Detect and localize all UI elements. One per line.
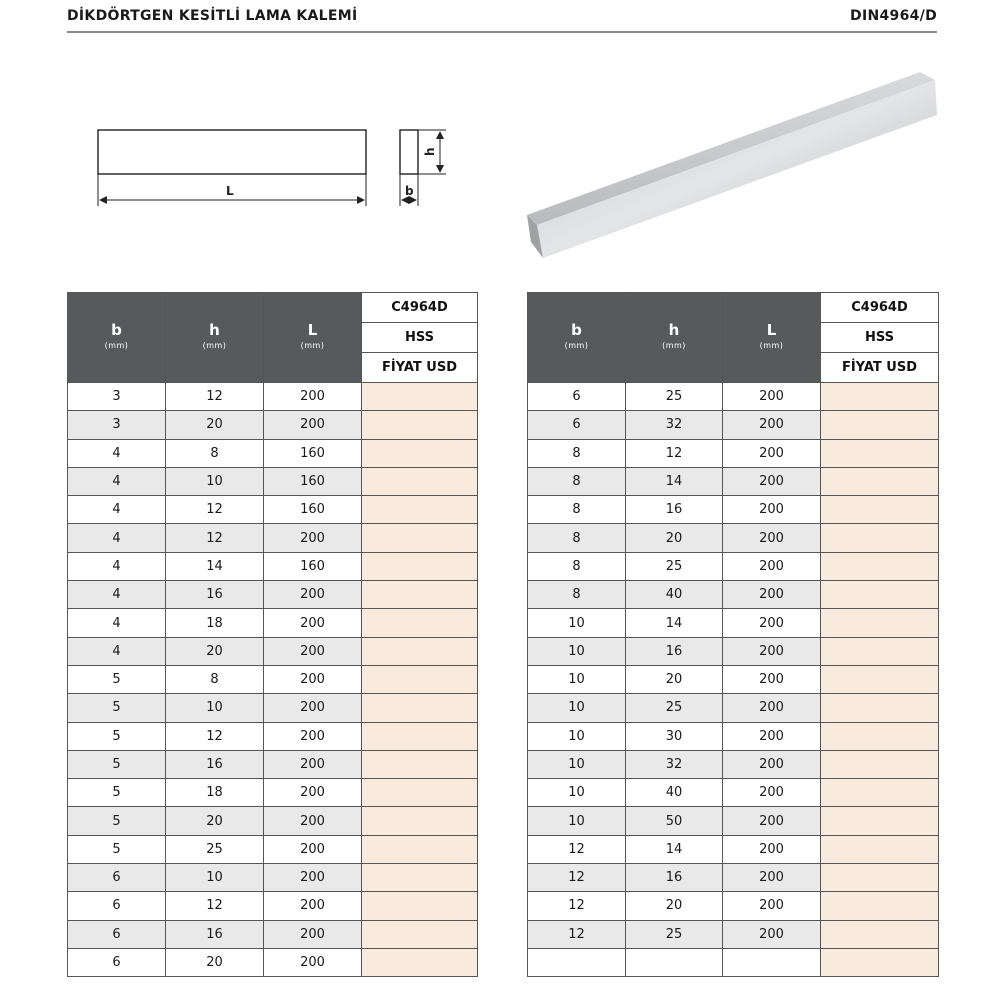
cell-L: 200: [723, 665, 821, 693]
cell-h: 12: [166, 722, 264, 750]
cell-price: [362, 524, 478, 552]
cell-L: 200: [723, 581, 821, 609]
cell-L: 200: [723, 439, 821, 467]
cell-h: 12: [626, 439, 723, 467]
cell-h: 20: [166, 411, 264, 439]
cell-b: 4: [68, 637, 166, 665]
cell-L: 200: [264, 665, 362, 693]
cell-h: 12: [166, 383, 264, 411]
cell-h: 25: [626, 552, 723, 580]
table-row: [528, 892, 939, 920]
cell-b: 5: [68, 779, 166, 807]
tool-end-view: [400, 130, 418, 174]
cell-price: [362, 835, 478, 863]
cell-h: 25: [166, 835, 264, 863]
cell-price: [821, 892, 939, 920]
cell-h: 8: [166, 439, 264, 467]
cell-h: 20: [626, 524, 723, 552]
cell-L: 200: [723, 920, 821, 948]
cell-price: [362, 807, 478, 835]
cell-price: [362, 439, 478, 467]
cell-b: 5: [68, 694, 166, 722]
cell-L: 200: [264, 779, 362, 807]
cell-h: 10: [166, 467, 264, 495]
cell-L: 200: [264, 920, 362, 948]
width-label: b: [405, 184, 414, 198]
cell-L: 200: [264, 722, 362, 750]
cell-L: 200: [723, 779, 821, 807]
table-row: [68, 835, 478, 863]
cell-price: [362, 637, 478, 665]
cell-h: 40: [626, 581, 723, 609]
spec-table-left-body: [68, 383, 478, 977]
table-row: [528, 694, 939, 722]
cell-b: 3: [68, 383, 166, 411]
cell-L: 200: [723, 411, 821, 439]
cell-b: 8: [528, 467, 626, 495]
cell-h: 12: [166, 496, 264, 524]
cell-price: [821, 439, 939, 467]
cell-b: 12: [528, 920, 626, 948]
cell-L: 160: [264, 496, 362, 524]
price-header: FİYAT USD: [821, 353, 939, 383]
cell-L: 200: [264, 581, 362, 609]
cell-L: 200: [264, 835, 362, 863]
tool-side-view: [98, 130, 366, 174]
cell-price: [362, 411, 478, 439]
table-row: [528, 722, 939, 750]
col-header-L: L (mm): [264, 293, 362, 383]
table-row: [528, 920, 939, 948]
cell-h: 50: [626, 807, 723, 835]
cell-h: 30: [626, 722, 723, 750]
col-header-h: h (mm): [166, 293, 264, 383]
cell-b: 4: [68, 552, 166, 580]
product-code-header: C4964D: [821, 293, 939, 323]
cell-h: [626, 948, 723, 976]
cell-price: [821, 552, 939, 580]
spec-table-right: [527, 292, 939, 977]
cell-b: 10: [528, 779, 626, 807]
cell-h: 16: [166, 581, 264, 609]
cell-b: 6: [68, 920, 166, 948]
table-row: [68, 920, 478, 948]
cell-h: 14: [626, 467, 723, 495]
table-row: [528, 439, 939, 467]
cell-L: 200: [723, 694, 821, 722]
cell-price: [821, 496, 939, 524]
cell-L: 200: [264, 750, 362, 778]
cell-h: 16: [626, 864, 723, 892]
cell-L: 200: [723, 637, 821, 665]
cell-b: [528, 948, 626, 976]
cell-b: 6: [528, 411, 626, 439]
cell-L: 200: [264, 892, 362, 920]
cell-L: 200: [723, 835, 821, 863]
cell-L: 200: [264, 948, 362, 976]
table-row: [68, 892, 478, 920]
material-header: HSS: [821, 323, 939, 353]
cell-b: 8: [528, 496, 626, 524]
cell-price: [821, 779, 939, 807]
cell-h: 20: [626, 892, 723, 920]
cell-L: 200: [723, 496, 821, 524]
cell-L: 200: [264, 524, 362, 552]
cell-price: [362, 552, 478, 580]
table-row: [68, 524, 478, 552]
cell-price: [362, 581, 478, 609]
cell-L: 200: [264, 694, 362, 722]
cell-price: [362, 892, 478, 920]
table-row: [528, 835, 939, 863]
table-row: [528, 864, 939, 892]
col-header-L: L (mm): [723, 293, 821, 383]
col-header-h: h (mm): [626, 293, 723, 383]
cell-h: 32: [626, 411, 723, 439]
cell-b: 10: [528, 665, 626, 693]
table-row: [528, 581, 939, 609]
product-code-header: C4964D: [362, 293, 478, 323]
cell-h: 20: [166, 807, 264, 835]
cell-b: 6: [68, 892, 166, 920]
cell-price: [821, 835, 939, 863]
cell-L: 200: [264, 609, 362, 637]
col-header-b: b (mm): [528, 293, 626, 383]
cell-b: 4: [68, 581, 166, 609]
cell-b: 5: [68, 722, 166, 750]
cell-price: [821, 411, 939, 439]
cell-price: [362, 609, 478, 637]
cell-b: 5: [68, 665, 166, 693]
cell-h: 12: [166, 524, 264, 552]
table-row: [528, 637, 939, 665]
table-row: [68, 948, 478, 976]
cell-h: 10: [166, 864, 264, 892]
cell-L: 200: [264, 864, 362, 892]
cell-price: [821, 524, 939, 552]
cell-price: [362, 722, 478, 750]
cell-h: 16: [626, 637, 723, 665]
cell-h: 40: [626, 779, 723, 807]
cell-h: 14: [626, 609, 723, 637]
cell-L: 200: [723, 467, 821, 495]
cell-price: [821, 467, 939, 495]
cell-L: 200: [723, 722, 821, 750]
cell-price: [362, 467, 478, 495]
cell-b: 6: [68, 864, 166, 892]
cell-h: 14: [166, 552, 264, 580]
cell-L: 200: [723, 892, 821, 920]
table-row: [68, 807, 478, 835]
table-row: [68, 439, 478, 467]
cell-b: 4: [68, 609, 166, 637]
price-header: FİYAT USD: [362, 353, 478, 383]
cell-b: 5: [68, 807, 166, 835]
cell-h: 16: [626, 496, 723, 524]
cell-b: 8: [528, 439, 626, 467]
table-row: [528, 807, 939, 835]
cell-price: [362, 920, 478, 948]
cell-price: [821, 920, 939, 948]
cell-L: 200: [723, 864, 821, 892]
table-row: [68, 467, 478, 495]
cell-b: 12: [528, 835, 626, 863]
table-row: [528, 750, 939, 778]
cell-b: 10: [528, 750, 626, 778]
table-row: [528, 383, 939, 411]
cell-h: 16: [166, 920, 264, 948]
cell-b: 12: [528, 864, 626, 892]
cell-L: [723, 948, 821, 976]
table-row: [528, 524, 939, 552]
length-label: L: [226, 184, 234, 198]
cell-L: 200: [723, 552, 821, 580]
cell-L: 160: [264, 552, 362, 580]
table-row: [528, 609, 939, 637]
technical-drawing: [90, 120, 460, 220]
cell-L: 200: [723, 807, 821, 835]
cell-b: 5: [68, 835, 166, 863]
cell-b: 5: [68, 750, 166, 778]
cell-h: 20: [626, 665, 723, 693]
cell-h: 8: [166, 665, 264, 693]
cell-price: [362, 694, 478, 722]
cell-h: 25: [626, 920, 723, 948]
cell-b: 6: [528, 383, 626, 411]
cell-b: 10: [528, 722, 626, 750]
cell-b: 10: [528, 609, 626, 637]
table-row: [528, 496, 939, 524]
cell-price: [821, 948, 939, 976]
cell-b: 6: [68, 948, 166, 976]
cell-h: 18: [166, 609, 264, 637]
cell-h: 12: [166, 892, 264, 920]
cell-h: 25: [626, 383, 723, 411]
table-row: [68, 552, 478, 580]
cell-price: [362, 948, 478, 976]
height-label: h: [423, 147, 437, 156]
table-row: [68, 665, 478, 693]
cell-b: 3: [68, 411, 166, 439]
table-row: [528, 665, 939, 693]
cell-b: 8: [528, 581, 626, 609]
table-row: [68, 383, 478, 411]
table-row: [528, 948, 939, 976]
table-row: [68, 609, 478, 637]
cell-price: [362, 383, 478, 411]
cell-b: 8: [528, 524, 626, 552]
cell-b: 10: [528, 637, 626, 665]
cell-price: [821, 750, 939, 778]
cell-L: 160: [264, 439, 362, 467]
cell-L: 200: [723, 750, 821, 778]
cell-b: 12: [528, 892, 626, 920]
table-row: [68, 581, 478, 609]
cell-L: 200: [264, 637, 362, 665]
cell-L: 200: [723, 524, 821, 552]
cell-h: 20: [166, 637, 264, 665]
table-row: [528, 467, 939, 495]
cell-price: [821, 383, 939, 411]
cell-h: 20: [166, 948, 264, 976]
page-title: DİKDÖRTGEN KESİTLİ LAMA KALEMİ: [67, 8, 358, 24]
cell-L: 160: [264, 467, 362, 495]
cell-h: 25: [626, 694, 723, 722]
cell-h: 16: [166, 750, 264, 778]
cell-b: 10: [528, 807, 626, 835]
table-row: [68, 864, 478, 892]
cell-L: 200: [723, 383, 821, 411]
cell-price: [821, 637, 939, 665]
table-row: [68, 722, 478, 750]
cell-price: [362, 779, 478, 807]
table-row: [528, 552, 939, 580]
cell-L: 200: [264, 383, 362, 411]
cell-price: [362, 864, 478, 892]
table-row: [528, 411, 939, 439]
cell-price: [821, 807, 939, 835]
cell-b: 4: [68, 496, 166, 524]
cell-price: [821, 581, 939, 609]
cell-b: 8: [528, 552, 626, 580]
cell-price: [362, 665, 478, 693]
cell-L: 200: [723, 609, 821, 637]
cell-h: 10: [166, 694, 264, 722]
cell-h: 32: [626, 750, 723, 778]
cell-b: 4: [68, 439, 166, 467]
table-row: [68, 637, 478, 665]
cell-b: 4: [68, 524, 166, 552]
cell-price: [821, 609, 939, 637]
cell-h: 14: [626, 835, 723, 863]
table-row: [528, 779, 939, 807]
cell-b: 10: [528, 694, 626, 722]
table-row: [68, 694, 478, 722]
table-row: [68, 750, 478, 778]
product-photo: [525, 60, 945, 260]
cell-price: [821, 722, 939, 750]
cell-price: [362, 496, 478, 524]
standard-code: DIN4964/D: [850, 8, 937, 24]
table-row: [68, 779, 478, 807]
spec-table-right-body: [528, 383, 939, 977]
spec-table-left: [67, 292, 478, 977]
header-divider: [67, 31, 937, 33]
cell-price: [821, 694, 939, 722]
cell-L: 200: [264, 411, 362, 439]
cell-price: [821, 864, 939, 892]
table-row: [68, 496, 478, 524]
cell-h: 18: [166, 779, 264, 807]
col-header-b: b (mm): [68, 293, 166, 383]
cell-price: [362, 750, 478, 778]
cell-b: 4: [68, 467, 166, 495]
cell-L: 200: [264, 807, 362, 835]
cell-price: [821, 665, 939, 693]
material-header: HSS: [362, 323, 478, 353]
table-row: [68, 411, 478, 439]
